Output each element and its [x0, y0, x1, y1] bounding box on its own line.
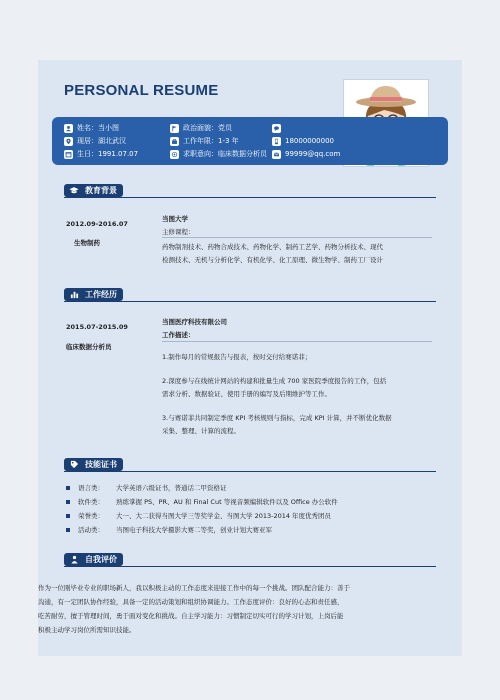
skill-label: 活动类： — [78, 526, 104, 534]
work-date: 2015.07-2015.09 — [66, 323, 128, 331]
work-item: 3.与赛诺菲共同制定季度 KPI 考核规则与指标，完成 KPI 计算，并不断优化数据 — [162, 414, 392, 422]
skill-text: 当图电子科技大学摄影大赛二等奖，创业计划大赛亚军 — [116, 526, 272, 534]
info-birth-text: 生日：1991.07.07 — [77, 150, 139, 158]
education-major: 生物制药 — [74, 239, 100, 247]
info-politics — [170, 122, 232, 134]
personal-info-bar — [52, 117, 448, 165]
work-desc-label: 工作描述： — [162, 331, 195, 339]
skill-label: 软件类： — [78, 498, 104, 506]
bullet — [66, 514, 70, 518]
work-item: 1.制作每月的常规报告与报表，按时交付给赛诺菲； — [162, 353, 312, 361]
work-role: 临床数据分析员 — [66, 343, 112, 351]
self-evaluation-line: 沟通，有一定团队协作经验，具备一定的活动策划和组织协调能力。工作态度评价：良好的心态和责任感， — [38, 598, 344, 606]
tag-icon — [69, 460, 79, 469]
bullet — [66, 486, 70, 490]
graduation-cap-icon — [69, 186, 79, 195]
info-intent-text: 求职意向：临床数据分析员 — [183, 150, 267, 158]
chat-icon — [272, 124, 281, 133]
info-location-text: 现居：湖北武汉 — [77, 137, 126, 145]
calendar-icon — [64, 150, 73, 159]
work-item: 2.深度参与在线统计网站的构建和批量生成 700 家医院季度报告的工作，包括 — [162, 377, 387, 385]
info-birth — [64, 148, 138, 160]
info-email-text: 99999@qq.com — [285, 150, 341, 158]
person-icon — [69, 555, 79, 564]
section-work-heading: 工作经历 — [64, 288, 123, 301]
education-date: 2012.09-2016.07 — [66, 220, 128, 228]
self-evaluation-line: 积极主动学习岗位所需知识技能。 — [38, 626, 136, 634]
education-school: 当图大学 — [162, 215, 188, 223]
email-icon — [272, 150, 281, 159]
bar-chart-icon — [69, 290, 79, 299]
section-divider — [64, 566, 436, 567]
info-phone — [272, 135, 334, 147]
location-pin-icon — [64, 137, 73, 146]
divider — [162, 237, 432, 238]
phone-icon — [272, 137, 281, 146]
skill-text: 大学英语六级证书，普通话二甲资格证 — [116, 484, 227, 492]
education-courses-label: 主修课程： — [162, 228, 195, 236]
skill-text: 大一、大二获得当图大学三等奖学金、当图大学 2013-2014 年度优秀团员 — [116, 512, 332, 520]
self-evaluation-line: 吃苦耐劳，擅于管理时间，勇于面对变化和挑战。自主学习能力：习惯制定切实可行的学习计划，上岗后能 — [38, 612, 344, 620]
bullet — [66, 528, 70, 532]
briefcase-icon — [170, 137, 179, 146]
target-icon — [170, 150, 179, 159]
info-phone-text: 18000000000 — [285, 137, 334, 145]
section-self-heading: 自我评价 — [64, 553, 123, 566]
work-company: 当图医疗科技有限公司 — [162, 318, 227, 326]
info-intent — [170, 148, 267, 160]
flag-icon — [170, 124, 179, 133]
work-item: 需求分析、数据验证、使用手册的编写及后期维护等工作。 — [162, 390, 331, 398]
education-courses-line: 药物制剂技术、药物合成技术、药物化学、制药工艺学、药物分析技术、现代 — [162, 243, 383, 251]
info-name — [64, 122, 119, 134]
section-divider — [64, 471, 436, 472]
section-skills-heading: 技能证书 — [64, 458, 123, 471]
resume-title: PERSONAL RESUME — [64, 82, 219, 99]
skill-label: 语言类： — [78, 484, 104, 492]
info-name-text: 姓名：当小图 — [77, 124, 119, 132]
section-education-heading: 教育背景 — [64, 184, 123, 197]
info-years — [170, 135, 239, 147]
education-courses-line: 检测技术、无机与分析化学、有机化学、化工原理、微生物学、制药工厂设计 — [162, 256, 383, 264]
work-item: 采集、整理、计算的流程。 — [162, 427, 240, 435]
section-divider — [64, 197, 436, 198]
info-wechat — [272, 122, 285, 134]
info-years-text: 工作年限：1-3 年 — [183, 137, 239, 145]
divider — [162, 341, 432, 342]
info-politics-text: 政治面貌：党员 — [183, 124, 232, 132]
section-divider — [64, 301, 436, 302]
resume-page — [38, 60, 462, 656]
bullet — [66, 500, 70, 504]
info-location — [64, 135, 126, 147]
skill-text: 熟练掌握 PS、PR、AU 和 Final Cut 等视音频编辑软件以及 Office 办公软件 — [116, 498, 338, 506]
self-evaluation-line: 作为一位刚毕业专业的职场新人，我以积极主动的工作态度来迎接工作中的每一个挑战。团队配合能力：善于 — [38, 584, 350, 592]
skill-label: 荣誉类： — [78, 512, 104, 520]
user-icon — [64, 124, 73, 133]
info-email — [272, 148, 340, 160]
